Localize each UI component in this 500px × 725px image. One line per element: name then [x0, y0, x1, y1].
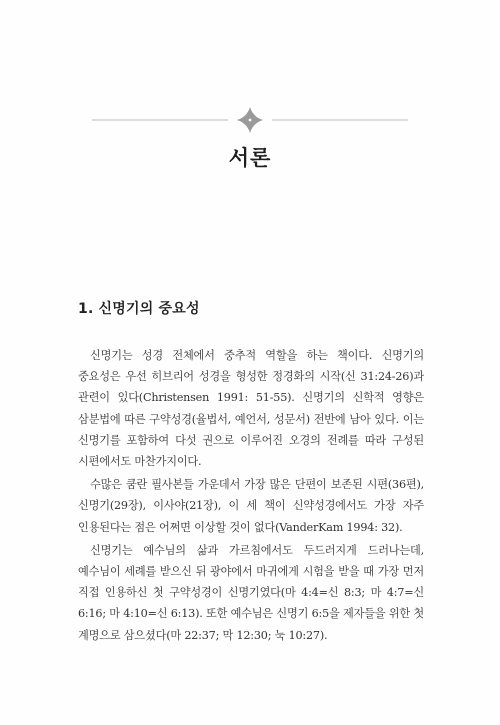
- paragraph-jesus: 신명기는 예수님의 삶과 가르침에서도 두드러지게 드러나는데, 예수님이 세례를 받으신 뒤 광야에서 마귀에게 시험을 받을 때 가장 먼저 직접 인용하신 첫 구약성경이 신명기였다(마 4:4=신 8:3; 마 4:7=신 6:16; 마 4:10=신 6:13). 또한 예수님은 신명기 6:5을 제자들을 위한 첫 계명으로 삼으셨다(마 22:37; 막 12:30; 눅 10:27).: [78, 543, 424, 642]
- chapter-title: 서론: [228, 146, 272, 170]
- body-text: [78, 345, 424, 648]
- paragraph-importance: 신명기는 성경 전체에서 중추적 역할을 하는 책이다. 신명기의 중요성은 우선 히브리어 성경을 형성한 정경화의 시작(신 31:24-26)과 관련이 있다(Christensen 1991: 51-55). 신명기의 신학적 영향은 삼분법에 따른 구약성경(율법서, 예언서, 성문서) 전반에 남아 있다. 이는 신명기를 포함하여 다섯 권으로 이루어진 오경의 전례를 따라 구성된 시편에서도 마찬가지이다.: [78, 349, 424, 469]
- paragraph-qumran: 수많은 쿰란 필사본들 가운데서 가장 많은 단편이 보존된 시편(36편), 신명기(29장), 이사야(21장), 이 세 책이 신약성경에서도 가장 자주 인용된다는 점은 어쩌면 이상할 것이 없다(VanderKam 1994: 32).: [78, 478, 424, 534]
- ornament-divider-icon: [92, 105, 408, 135]
- section-heading: 1. 신명기의 중요성: [78, 301, 200, 317]
